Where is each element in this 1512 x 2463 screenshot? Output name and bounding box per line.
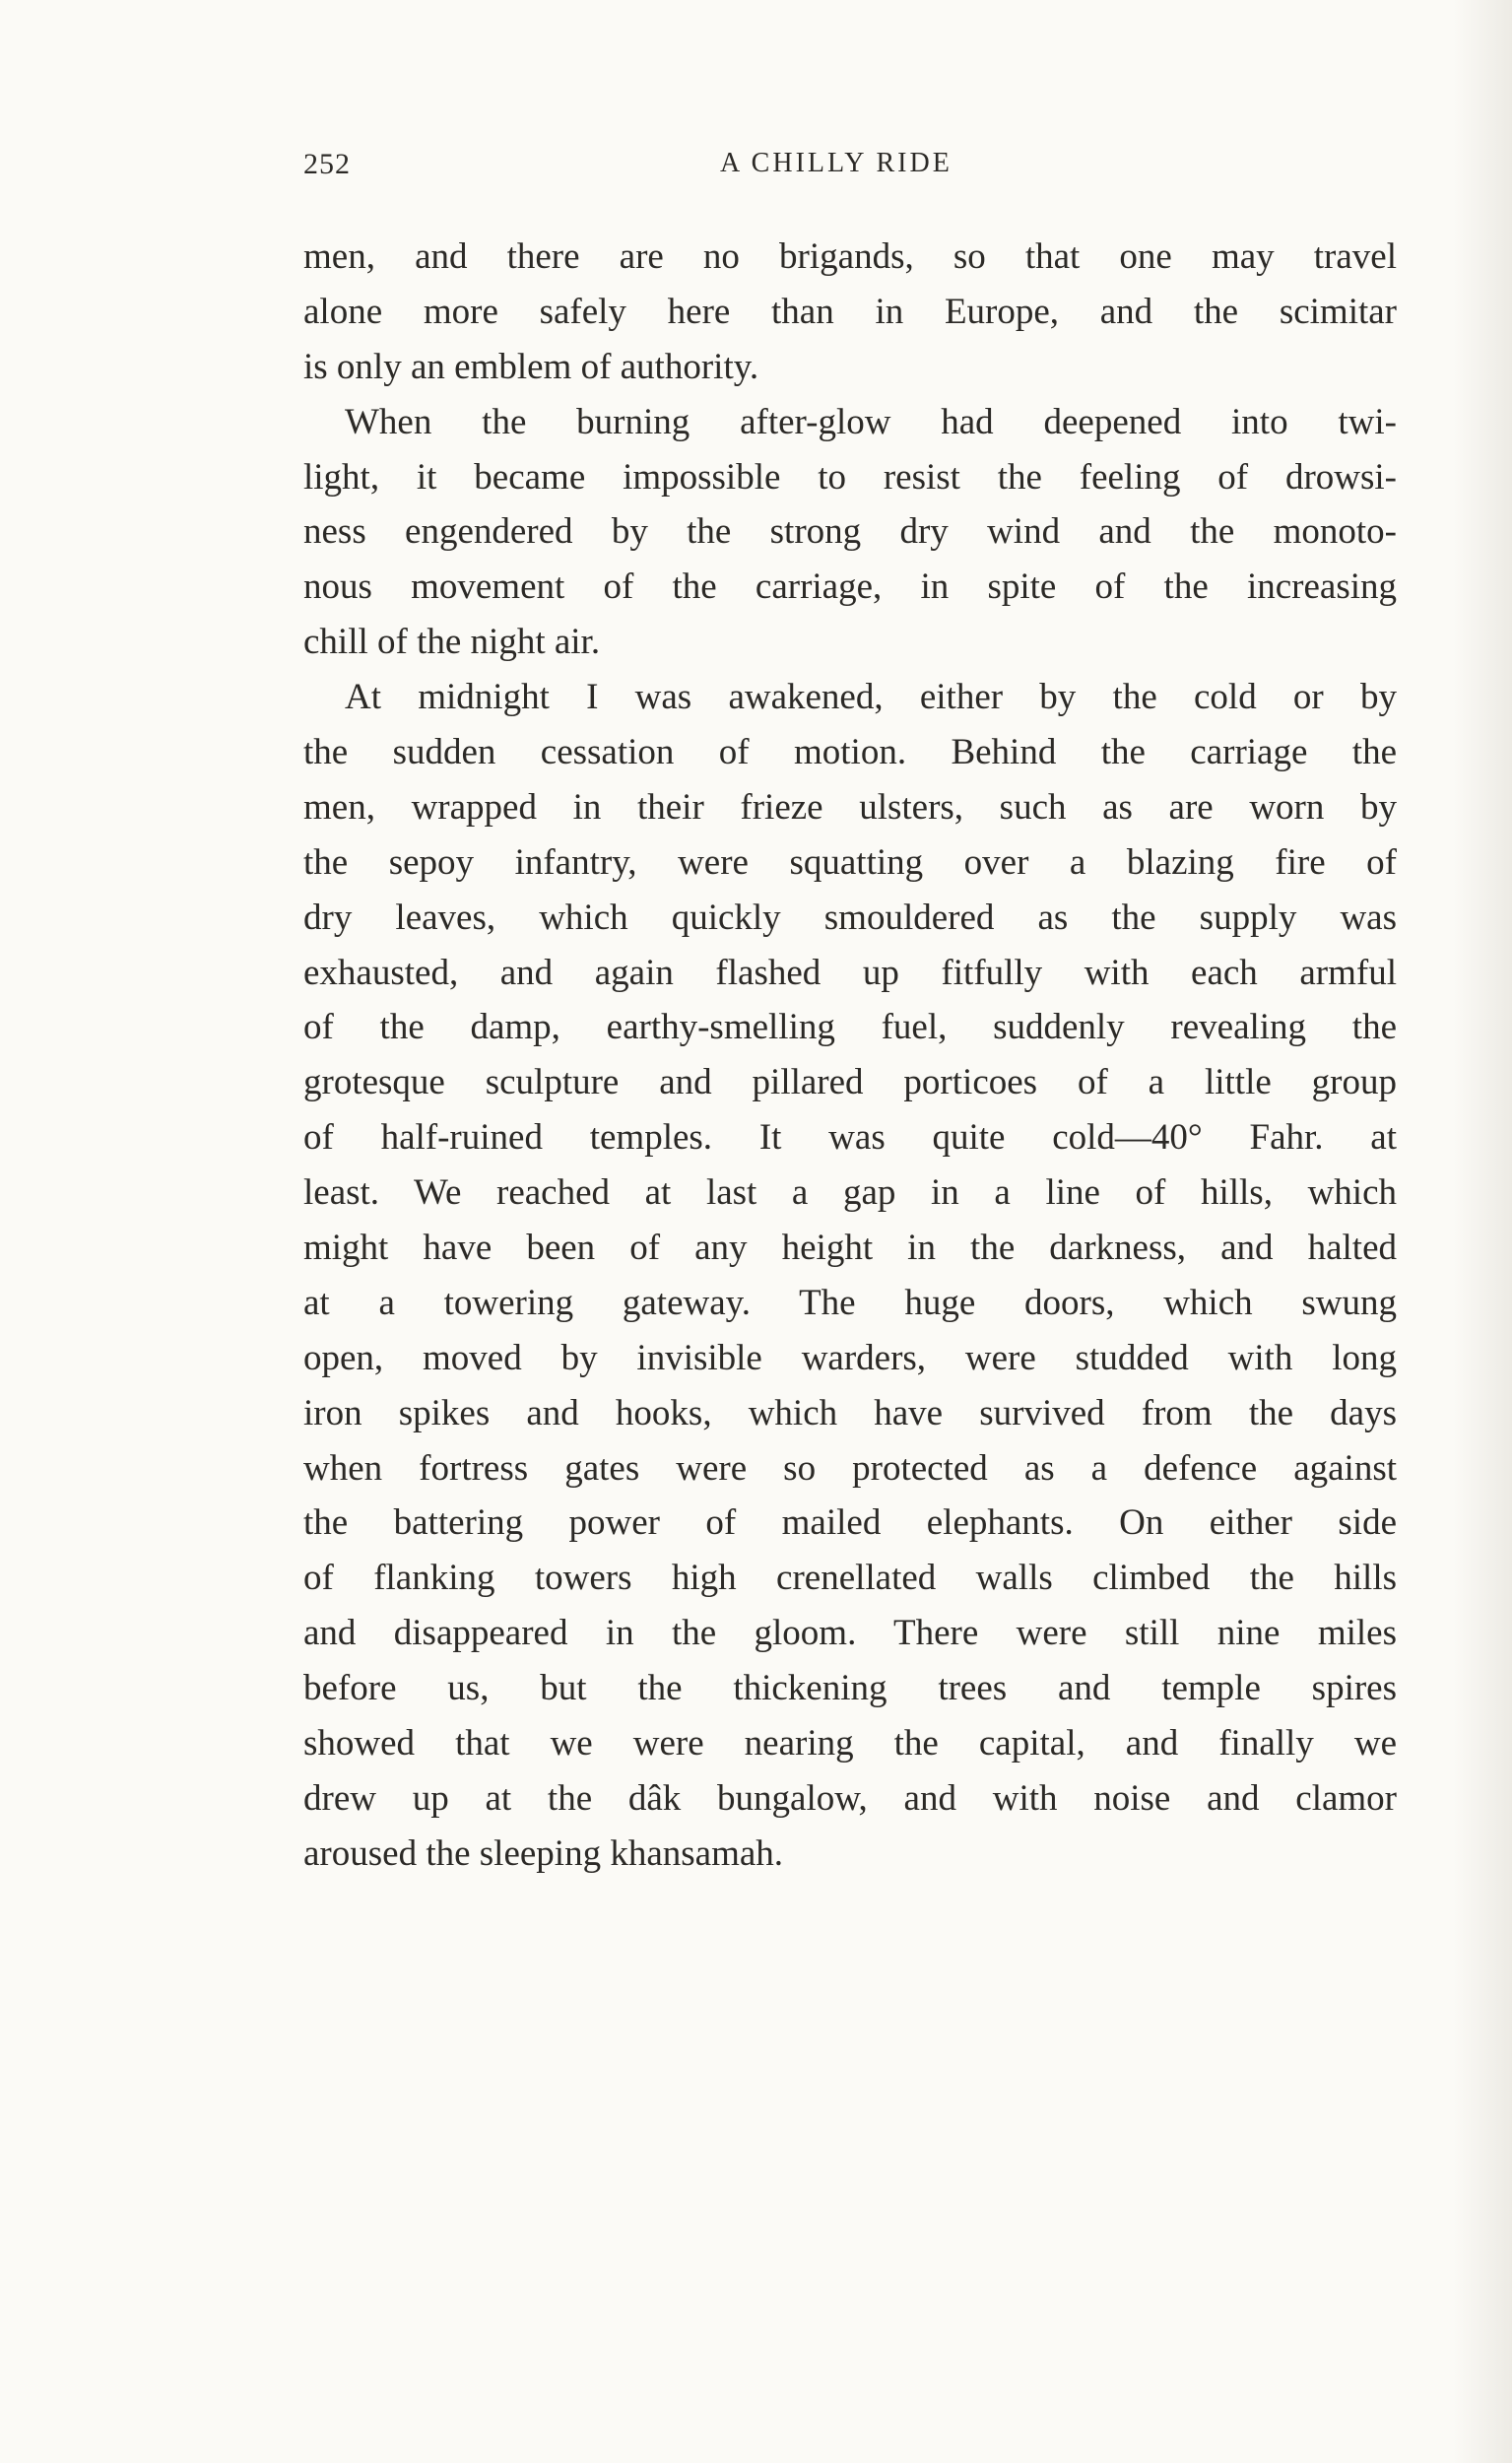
text-line: At midnight I was awakened, either by the cold or by [345,677,1397,718]
text-line: showed that we were nearing the capital, and finally we [303,1723,1397,1764]
text-line: drew up at the dâk bungalow, and with noise and clamor [303,1777,1397,1819]
paragraph [303,230,1397,395]
text-line: at a towering gateway. The huge doors, which swung [303,1282,1397,1323]
text-line: of half-ruined temples. It was quite cold—40° Fahr. at [303,1117,1397,1159]
page-edge-shadow [1453,0,1512,2463]
paragraph [303,670,1397,1882]
text-line: when fortress gates were so protected as a defence against [303,1447,1397,1489]
text-line: ness engendered by the strong dry wind and the monoto- [303,511,1397,553]
text-line: iron spikes and hooks, which have survived from the days [303,1392,1397,1433]
text-line: aroused the sleeping khansamah. [303,1832,784,1874]
text-line: men, and there are no brigands, so that one may travel [303,236,1397,277]
text-line: the sudden cessation of motion. Behind the carriage the [303,732,1397,773]
text-line: open, moved by invisible warders, were studded with long [303,1337,1397,1378]
text-line: alone more safely here than in Europe, and the scimitar [303,291,1397,332]
running-title: A CHILLY RIDE [720,148,953,178]
text-line: men, wrapped in their frieze ulsters, such as are worn by [303,786,1397,828]
running-head [303,148,1397,197]
text-line: of flanking towers high crenellated walls climbed the hills [303,1558,1397,1599]
text-line: light, it became impossible to resist the feeling of drowsi- [303,456,1397,498]
text-line: dry leaves, which quickly smouldered as the supply was [303,897,1397,938]
text-line: is only an emblem of authority. [303,346,759,387]
text-line: chill of the night air. [303,622,601,663]
text-line: the sepoy infantry, were squatting over a blazing fire of [303,841,1397,883]
text-line: When the burning after-glow had deepened into twi- [345,401,1397,442]
paragraph [303,395,1397,670]
text-line: and disappeared in the gloom. There were still nine miles [303,1613,1397,1654]
text-line: nous movement of the carriage, in spite of the increasing [303,566,1397,608]
text-line: least. We reached at last a gap in a line of hills, which [303,1172,1397,1214]
page-number: 252 [303,148,351,180]
text-line: of the damp, earthy-smelling fuel, suddenly revealing the [303,1007,1397,1048]
text-line: exhausted, and again flashed up fitfully with each armful [303,952,1397,993]
text-line: the battering power of mailed elephants. On either side [303,1502,1397,1544]
text-line: before us, but the thickening trees and temple spires [303,1668,1397,1709]
text-line: might have been of any height in the darkness, and halted [303,1228,1397,1269]
text-line: grotesque sculpture and pillared porticoes of a little group [303,1062,1397,1103]
body-text [303,230,1397,1882]
